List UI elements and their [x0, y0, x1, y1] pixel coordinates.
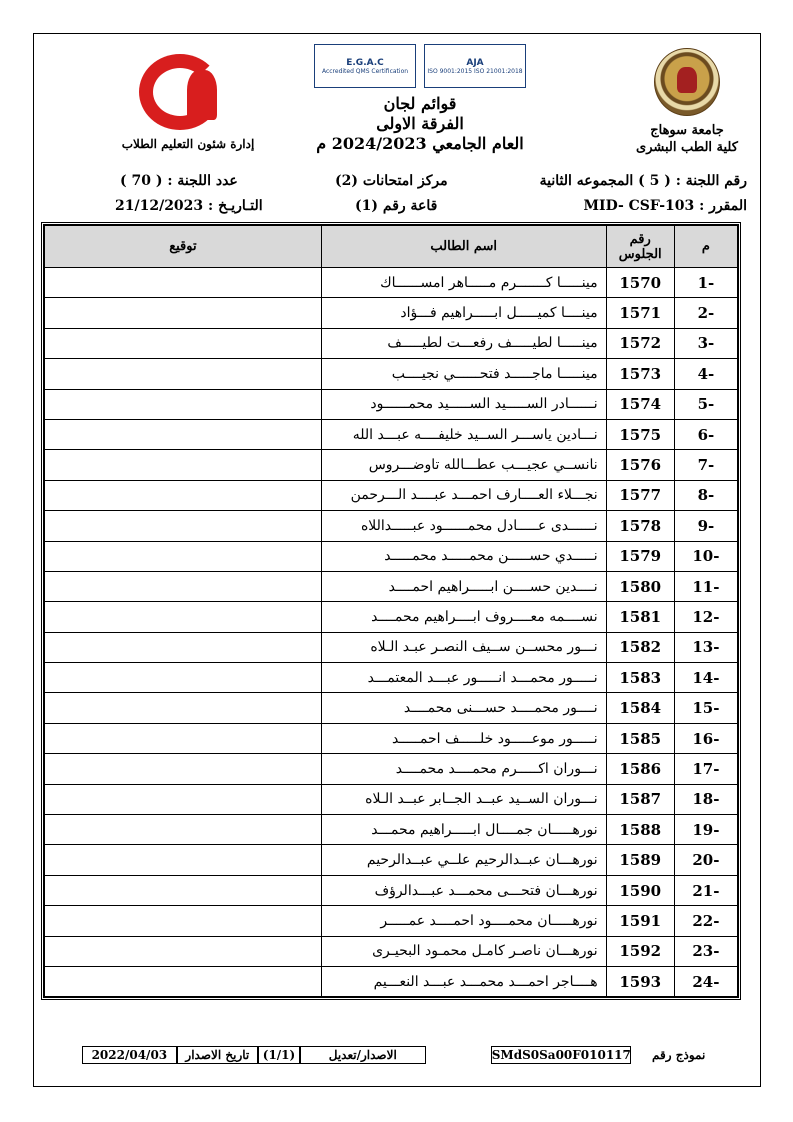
- student-name: نــــــادر الســـــيد الســـــيد محمــــــود: [321, 389, 606, 419]
- seat-number: 1581: [606, 602, 674, 632]
- table-row: [45, 571, 738, 601]
- table-row: [45, 936, 738, 966]
- header-signature: توقيع: [45, 226, 322, 268]
- student-name: نـــــور محمـــد انـــــور عبـــد المعتمـــد: [321, 663, 606, 693]
- student-name: نانســي عجيـــب عطـــالله تاوضـــروس: [321, 450, 606, 480]
- signature-cell: [45, 389, 322, 419]
- student-name: نـــوران اكـــــرم محمــــد محمــــد: [321, 754, 606, 784]
- row-number: -14: [674, 663, 737, 693]
- signature-cell: [45, 298, 322, 328]
- student-name: نــــدين حســــن ابـــــراهيم احمــــد: [321, 571, 606, 601]
- edition-label: الاصدار/تعديل: [300, 1046, 426, 1064]
- seat-number: 1589: [606, 845, 674, 875]
- table-row: [45, 541, 738, 571]
- student-name: نـــور محســن ســيف النصـر عبـد الـلاه: [321, 632, 606, 662]
- row-number: -13: [674, 632, 737, 662]
- table-row: [45, 663, 738, 693]
- seat-number: 1574: [606, 389, 674, 419]
- exam-date: التـاريـخ : 21/12/2023: [115, 198, 263, 214]
- table-row: [45, 328, 738, 358]
- row-number: -9: [674, 511, 737, 541]
- table-row: [45, 298, 738, 328]
- table-row: [45, 815, 738, 845]
- signature-cell: [45, 511, 322, 541]
- header-center: [300, 44, 540, 154]
- seat-number: 1590: [606, 875, 674, 905]
- seat-number: 1572: [606, 328, 674, 358]
- row-number: -21: [674, 875, 737, 905]
- seat-number: 1585: [606, 723, 674, 753]
- student-name: نســــمه معــــروف ابــــراهيم محمــــد: [321, 602, 606, 632]
- row-number: -17: [674, 754, 737, 784]
- student-name: نورهـــــان محمــــود احمــــد عمـــــر: [321, 906, 606, 936]
- row-number: -16: [674, 723, 737, 753]
- student-name: نـــادين ياســـر الســيد خليفــــه عبـــد الله: [321, 419, 606, 449]
- signature-cell: [45, 966, 322, 996]
- table-row: [45, 875, 738, 905]
- table-row: [45, 511, 738, 541]
- seat-number: 1580: [606, 571, 674, 601]
- seat-number: 1578: [606, 511, 674, 541]
- row-number: -3: [674, 328, 737, 358]
- student-name: نـــوران الســيد عبــد الجــابر عبــد الـلاه: [321, 784, 606, 814]
- signature-cell: [45, 419, 322, 449]
- student-name: نورهـــــان جمــــال ابـــــراهيم محمـــد: [321, 815, 606, 845]
- table-row: [45, 389, 738, 419]
- student-name: مينـــــا كـــــــرم مـــــاهر امســــــاك: [321, 268, 606, 298]
- row-number: -20: [674, 845, 737, 875]
- student-name: نجـــلاء العــــارف احمـــد عبــــد الـــرحمن: [321, 480, 606, 510]
- header-name: اسم الطالب: [321, 226, 606, 268]
- student-name: مينـــــا ماجـــــد فتحــــــي نجيــــب: [321, 359, 606, 389]
- seat-number: 1575: [606, 419, 674, 449]
- signature-cell: [45, 359, 322, 389]
- table-row: [45, 966, 738, 996]
- row-number: -5: [674, 389, 737, 419]
- exam-center: مركز امتحانات (2): [335, 173, 448, 189]
- signature-cell: [45, 663, 322, 693]
- signature-cell: [45, 541, 322, 571]
- admin-name: إدارة شئون التعليم الطلاب: [121, 137, 255, 151]
- row-number: -15: [674, 693, 737, 723]
- seat-number: 1577: [606, 480, 674, 510]
- seat-number: 1573: [606, 359, 674, 389]
- row-number: -22: [674, 906, 737, 936]
- aja-logo: [424, 44, 526, 88]
- table-row: [45, 784, 738, 814]
- faculty-logo: [133, 48, 243, 134]
- row-number: -6: [674, 419, 737, 449]
- cert1-title: E.G.A.C: [346, 57, 384, 68]
- table-row: [45, 845, 738, 875]
- signature-cell: [45, 268, 322, 298]
- issue-date: 2022/04/03: [82, 1046, 177, 1064]
- table-row: [45, 450, 738, 480]
- row-number: -18: [674, 784, 737, 814]
- university-name: جامعة سوهاج: [650, 123, 724, 138]
- signature-cell: [45, 754, 322, 784]
- form-label: نموذج رقم: [652, 1048, 706, 1062]
- table-row: [45, 359, 738, 389]
- admin-block: [88, 48, 288, 153]
- signature-cell: [45, 815, 322, 845]
- signature-cell: [45, 906, 322, 936]
- year-level: الفرقة الاولى: [376, 114, 464, 133]
- seat-number: 1586: [606, 754, 674, 784]
- university-logo: [654, 48, 720, 116]
- table-row: [45, 754, 738, 784]
- seat-number: 1584: [606, 693, 674, 723]
- signature-cell: [45, 328, 322, 358]
- student-name: نـــــور موعـــــود خلـــــف احمـــــد: [321, 723, 606, 753]
- seat-number: 1587: [606, 784, 674, 814]
- seat-number: 1582: [606, 632, 674, 662]
- header-seat: رقم الجلوس: [606, 226, 674, 268]
- form-code: SMdS0Sa00F010117: [491, 1048, 631, 1062]
- seat-number: 1588: [606, 815, 674, 845]
- student-name: نــــــدى عـــــادل محمــــــود عبـــــداللاه: [321, 511, 606, 541]
- signature-cell: [45, 693, 322, 723]
- seat-number: 1591: [606, 906, 674, 936]
- course-code: المقرر : MID- CSF-103: [583, 198, 747, 214]
- seat-number: 1576: [606, 450, 674, 480]
- issue-label: تاريخ الاصدار: [177, 1046, 258, 1064]
- student-name: نــــور محمــــد حســـنى محمــــد: [321, 693, 606, 723]
- signature-cell: [45, 936, 322, 966]
- row-number: -2: [674, 298, 737, 328]
- table-row: [45, 906, 738, 936]
- academic-year: العام الجامعي 2024/2023 م: [316, 134, 524, 153]
- student-name: نـــــدي حســـــن محمـــــد محمـــــد: [321, 541, 606, 571]
- students-table: [41, 222, 741, 1000]
- committee-number: رقم اللجنة : ( 5 ) المجموعه الثانية: [539, 173, 747, 189]
- signature-cell: [45, 845, 322, 875]
- cert2-text: ISO 9001:2015 ISO 21001:2018: [427, 67, 523, 75]
- seat-number: 1570: [606, 268, 674, 298]
- row-number: -10: [674, 541, 737, 571]
- row-number: -7: [674, 450, 737, 480]
- row-number: -1: [674, 268, 737, 298]
- signature-cell: [45, 632, 322, 662]
- table-row: [45, 419, 738, 449]
- table-row: [45, 723, 738, 753]
- student-name: مينـــــا لطيـــــف رفعـــت لطيـــــف: [321, 328, 606, 358]
- row-number: -8: [674, 480, 737, 510]
- row-number: -4: [674, 359, 737, 389]
- signature-cell: [45, 571, 322, 601]
- cert2-title: AJA: [466, 57, 484, 68]
- student-name: نورهـــان عبــدالرحيم علــي عبــدالرحيم: [321, 845, 606, 875]
- form-footer: [82, 1045, 726, 1065]
- signature-cell: [45, 602, 322, 632]
- signature-cell: [45, 875, 322, 905]
- student-name: نورهـــان فتحـــى محمـــد عبـــدالرؤف: [321, 875, 606, 905]
- seat-number: 1579: [606, 541, 674, 571]
- seat-number: 1583: [606, 663, 674, 693]
- table-row: [45, 693, 738, 723]
- table-row: [45, 602, 738, 632]
- signature-cell: [45, 480, 322, 510]
- signature-cell: [45, 784, 322, 814]
- row-number: -12: [674, 602, 737, 632]
- row-number: -24: [674, 966, 737, 996]
- row-number: -23: [674, 936, 737, 966]
- student-name: نورهـــان ناصـر كامـل محمـود البحيـرى: [321, 936, 606, 966]
- university-block: [627, 48, 747, 156]
- cert1-text: Accredited QMS Certification: [321, 67, 409, 75]
- table-row: [45, 632, 738, 662]
- doc-title: قوائم لجان: [383, 94, 457, 113]
- student-name: مينــــا كميـــــل ابـــــراهيم فـــؤاد: [321, 298, 606, 328]
- table-row: [45, 480, 738, 510]
- edition-value: (1/1): [258, 1046, 300, 1064]
- signature-cell: [45, 723, 322, 753]
- seat-number: 1592: [606, 936, 674, 966]
- seat-number: 1593: [606, 966, 674, 996]
- header-num: م: [674, 226, 737, 268]
- seat-number: 1571: [606, 298, 674, 328]
- row-number: -19: [674, 815, 737, 845]
- egac-logo: [314, 44, 416, 88]
- row-number: -11: [674, 571, 737, 601]
- faculty-name: كلية الطب البشرى: [636, 140, 738, 155]
- signature-cell: [45, 450, 322, 480]
- committee-count: عدد اللجنة : ( 70 ): [120, 173, 238, 189]
- hall-number: قاعة رقم (1): [355, 198, 438, 214]
- table-row: [45, 268, 738, 298]
- student-name: هــــاجر احمـــد محمـــد عبـــد النعـــيم: [321, 966, 606, 996]
